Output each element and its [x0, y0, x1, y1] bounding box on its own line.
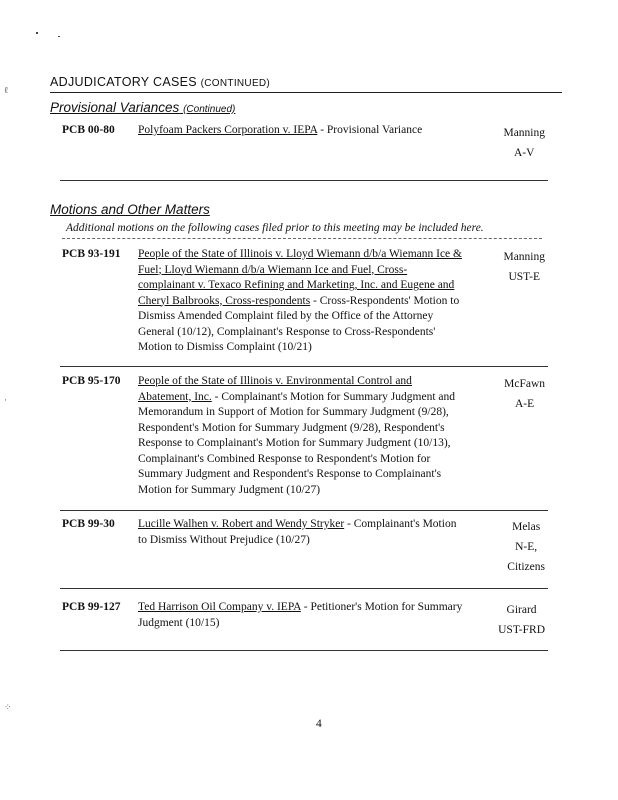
motions-heading — [50, 202, 210, 217]
case-divider — [60, 650, 548, 651]
scan-speck — [58, 36, 60, 37]
case-description — [138, 600, 463, 631]
case-detail: - Petitioner's Motion for Summary Judgment (10/15) — [138, 601, 463, 629]
case-title: People of the State of Illinois v. Environmental Control and Abatement, Inc. — [138, 375, 412, 403]
section-heading — [50, 75, 270, 89]
case-title: Lucille Walhen v. Robert and Wendy Stryker — [138, 518, 345, 530]
case-number: PCB 99-30 — [62, 518, 115, 530]
motions-title: Motions and Other Matters — [50, 202, 210, 217]
case-detail: - Provisional Variance — [317, 124, 423, 136]
provisional-variances-heading — [50, 100, 235, 115]
case-description — [138, 517, 463, 548]
margin-mark: ℓ — [4, 85, 9, 95]
case-description — [138, 247, 463, 356]
case-type: UST-FRD — [498, 624, 545, 636]
case-assignment — [498, 600, 545, 640]
case-assignment — [503, 247, 545, 287]
case-entry — [62, 123, 547, 163]
case-divider — [60, 510, 548, 511]
margin-mark: ⁘ — [4, 702, 12, 712]
case-assignment — [503, 123, 545, 163]
case-assignment — [504, 374, 545, 414]
case-type: N-E, — [515, 541, 538, 553]
scan-speck — [36, 32, 38, 34]
case-type: UST-E — [508, 271, 540, 283]
case-description — [138, 123, 463, 139]
case-type: A-V — [514, 147, 535, 159]
case-detail: - Cross-Respondents' Motion to Dismiss Amended Complaint filed by the Office of the Attorney General (10/12), Complainant's Response to Cross-Respondents' Motion to Dismiss Complaint (10/21) — [138, 294, 460, 353]
case-type-secondary: Citizens — [507, 561, 545, 573]
board-member: McFawn — [504, 378, 545, 390]
margin-mark: · — [4, 395, 7, 405]
case-detail: - Complainant's Motion for Summary Judgment and Memorandum in Support of Motion for Summary Judgment (9/28), Respondent's Motion for Summary Judgment (9/28), Respondent's Response to Complainant's Motion for Summary Judgment (10/13), Complainant's Combined Response to Respondent's Motion for Summary Judgment and Respondent's Response to Complainant's Motion for Summary Judgment (10/27) — [138, 390, 455, 496]
case-assignment — [507, 517, 545, 577]
case-number: PCB 99-127 — [62, 601, 121, 613]
page-number: 4 — [316, 718, 322, 730]
case-title: Ted Harrison Oil Company v. IEPA — [138, 601, 301, 613]
case-title: People of the State of Illinois v. Lloyd Wiemann d/b/a Wiemann Ice & Fuel; Lloyd Wiemann d/b/a Wiemann Ice and Fuel, Cross-complainant v. Texaco Refining and Marketing, Inc. and Eugene and Cheryl Balbrooks, Cross-respondents — [138, 248, 462, 307]
note-rule — [62, 238, 542, 239]
heading-rule — [50, 92, 562, 93]
case-entry — [62, 374, 547, 504]
board-member: Manning — [503, 251, 545, 263]
case-entry — [62, 600, 547, 645]
case-entry — [62, 517, 547, 587]
case-number: PCB 93-191 — [62, 248, 121, 260]
case-detail: - Complainant's Motion to Dismiss Without Prejudice (10/27) — [138, 518, 457, 546]
case-type: A-E — [514, 398, 535, 410]
motions-note: Additional motions on the following cases filed prior to this meeting may be included here. — [66, 222, 484, 234]
case-number: PCB 00-80 — [62, 124, 115, 136]
provisional-variances-suffix: (Continued) — [183, 104, 236, 115]
case-description — [138, 374, 463, 498]
case-number: PCB 95-170 — [62, 375, 121, 387]
case-divider — [60, 180, 548, 181]
case-divider — [60, 588, 548, 589]
case-divider — [60, 366, 548, 367]
section-heading-main: ADJUDICATORY CASES — [50, 75, 197, 89]
case-entry — [62, 247, 547, 357]
board-member: Melas — [512, 521, 541, 533]
section-heading-suffix: (CONTINUED) — [200, 78, 271, 89]
provisional-variances-title: Provisional Variances — [50, 100, 180, 115]
case-title: Polyfoam Packers Corporation v. IEPA — [138, 124, 318, 136]
board-member: Girard — [506, 604, 537, 616]
board-member: Manning — [503, 127, 545, 139]
